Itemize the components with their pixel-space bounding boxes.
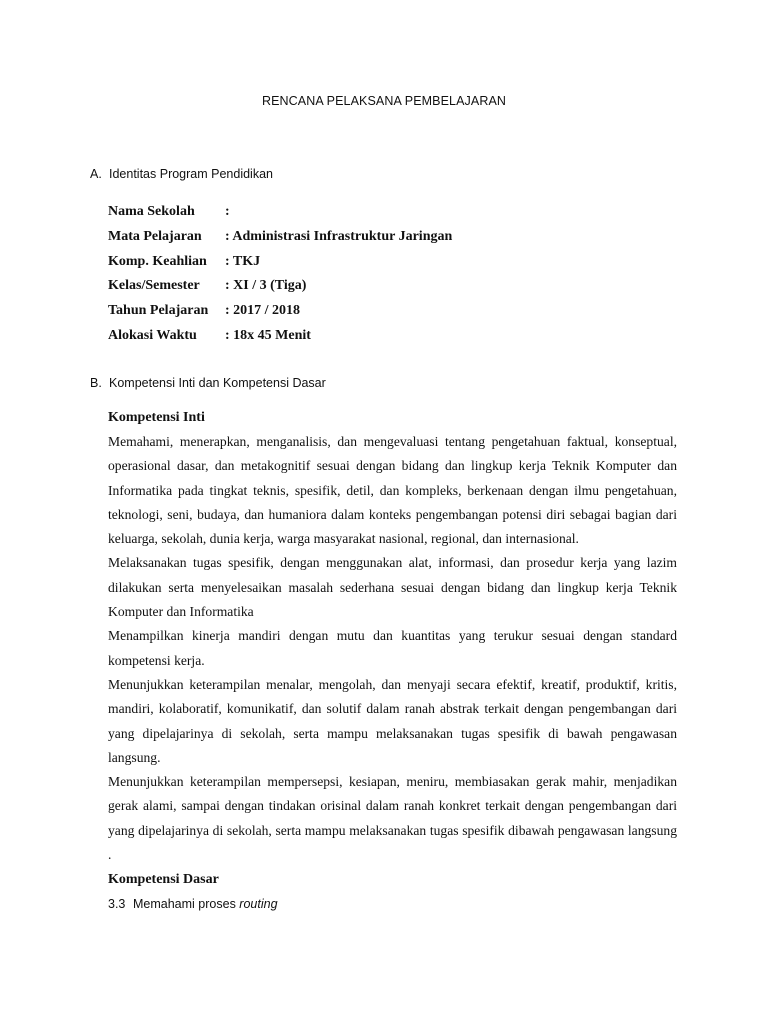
section-a-heading bbox=[90, 167, 273, 181]
kd-item-italic: routing bbox=[239, 897, 278, 912]
ki-paragraph: Memahami, menerapkan, menganalisis, dan mengevaluasi tentang pengetahuan faktual, konseptual, operasional dasar, dan metakognitif sesuai dengan bidang dan lingkup kerja Teknik Komputer dan Informatika pada tingkat teknis, spesifik, detil, dan kompleks, berkenaan dengan ilmu pengetahuan, teknologi, seni, budaya, dan humaniora dalam konteks pengembangan potensi diri sebagai bagian dari keluarga, sekolah, dunia kerja, warga masyarakat nasional, regional, dan internasional. bbox=[108, 434, 677, 547]
kompetensi-section bbox=[108, 406, 677, 915]
ki-paragraph: Menunjukkan keterampilan mempersepsi, kesiapan, meniru, membiasakan gerak mahir, menjadikan gerak alami, sampai dengan tindakan orisinal dalam ranah konkret terkait dengan pengembangan dari yang dipelajarinya di sekolah, serta mampu melaksanakan tugas spesifik dibawah pengawasan langsung . bbox=[108, 774, 677, 863]
identity-row bbox=[108, 299, 452, 324]
identity-label: Alokasi Waktu bbox=[108, 327, 197, 343]
identity-label: Nama Sekolah bbox=[108, 204, 195, 219]
section-b-letter: B. bbox=[90, 376, 102, 390]
ki-paragraph: Melaksanakan tugas spesifik, dengan menggunakan alat, informasi, dan prosedur kerja yang lazim dilakukan serta menyelesaikan masalah sederhana sesuai dengan bidang dan lingkup kerja Teknik Komputer dan Informatika bbox=[108, 555, 677, 620]
section-a-title: Identitas Program Pendidikan bbox=[109, 167, 273, 181]
section-b-heading bbox=[90, 376, 326, 390]
ki-paragraph: Menunjukkan keterampilan menalar, mengolah, dan menyaji secara efektif, kreatif, produktif, kritis, mandiri, kolaboratif, komunikatif, dan solutif dalam ranah abstrak terkait dengan pengembangan dari yang dipelajarinya di sekolah, serta mampu melaksanakan tugas spesifik di bawah pengawasan langsung. bbox=[108, 676, 677, 765]
kd-heading: Kompetensi Dasar bbox=[108, 872, 219, 888]
ki-paragraph: Menampilkan kinerja mandiri dengan mutu dan kuantitas yang terukur sesuai dengan standard kompetensi kerja. bbox=[108, 628, 677, 668]
identity-value: : TKJ bbox=[225, 253, 261, 269]
identity-label: Mata Pelajaran bbox=[108, 228, 202, 244]
identity-row bbox=[108, 274, 452, 299]
identity-value: : 18x 45 Menit bbox=[225, 327, 311, 343]
document-title: RENCANA PELAKSANA PEMBELAJARAN bbox=[261, 94, 507, 108]
identity-value: : Administrasi Infrastruktur Jaringan bbox=[225, 228, 453, 244]
kd-item bbox=[108, 893, 677, 915]
identity-row bbox=[108, 200, 452, 225]
identity-label: Kelas/Semester bbox=[108, 278, 200, 294]
ki-heading: Kompetensi Inti bbox=[108, 410, 205, 425]
identity-row bbox=[108, 250, 452, 275]
identity-row bbox=[108, 324, 452, 349]
identity-value: : bbox=[225, 204, 230, 219]
identity-label: Komp. Keahlian bbox=[108, 253, 207, 269]
identity-table bbox=[108, 200, 452, 349]
kd-item-number: 3.3 bbox=[108, 897, 126, 912]
kd-item-text: Memahami proses bbox=[133, 897, 240, 912]
identity-label: Tahun Pelajaran bbox=[108, 303, 209, 319]
identity-value: : XI / 3 (Tiga) bbox=[225, 278, 307, 294]
section-b-title: Kompetensi Inti dan Kompetensi Dasar bbox=[109, 376, 326, 390]
identity-value: : 2017 / 2018 bbox=[225, 303, 301, 319]
identity-row bbox=[108, 225, 452, 250]
section-a-letter: A. bbox=[90, 167, 102, 181]
